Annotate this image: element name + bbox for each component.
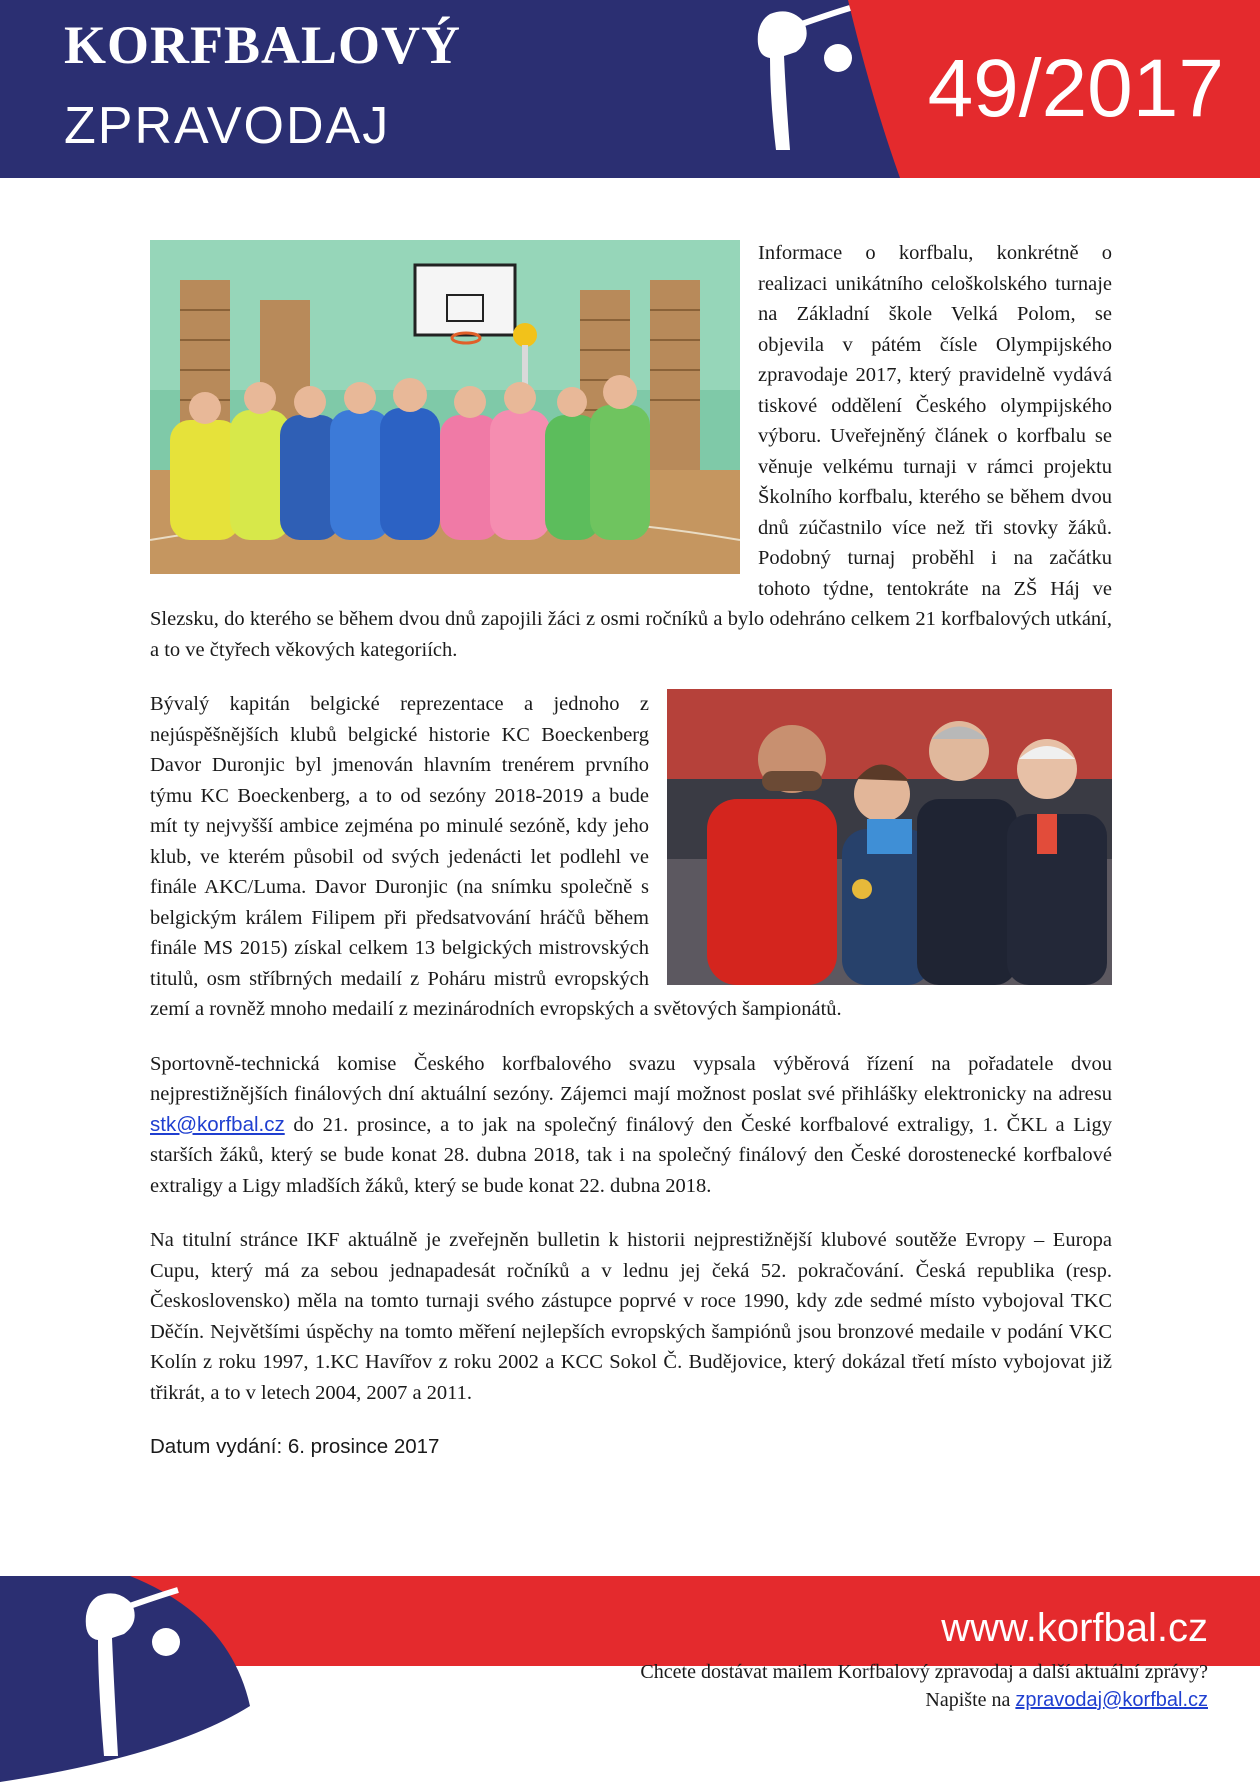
article-school-korfball-text: Informace o korfbalu, konkrétně o realizaci unikátního celoškolského turnaje na Základní škole Velká Polom, se objevila v pátém čísle Olympijského zpravodaje 2017, který pravidelně vydává tiskové oddělení Českého olympijského výboru. Uveřejněný článek o korfbalu se věnuje velkému turnaji v rámci projektu Školního korfbalu, kterého se během dvou dnů zúčastnilo více než tři stovky žáků. Podobný turnaj proběhl i na začátku tohoto týdne, tentokráte na ZŠ Háj ve Slezsku, do kterého se během dvou dnů zapojili žáci z osmi ročníků a bylo odehráno celkem 21 korfbalových utkání, a to ve čtyřech věkových kategoriích. xyxy=(150,242,1112,661)
article-stk-text-after: do 21. prosince, a to jak na společný finálový den České korfbalové extraligy, 1. ČKL a Ligy starších žáků, který se bude konat 28. dubna 2018, tak i na společný finálový den České dorostenecké korfbalové extraligy a Ligy mladších žáků, který se bude konat 22. dubna 2018. xyxy=(150,1113,1112,1197)
article-duronjic xyxy=(150,689,1112,1025)
issue-number: 49/2017 xyxy=(927,43,1224,134)
newsletter-email-link[interactable]: zpravodaj@korfbal.cz xyxy=(1015,1689,1208,1711)
header-banner xyxy=(0,0,1260,178)
write-to-label: Napište na xyxy=(925,1689,1011,1711)
newsletter-content xyxy=(150,238,1112,1487)
release-date: Datum vydání: 6. prosince 2017 xyxy=(150,1435,440,1458)
subscribe-contact-line xyxy=(488,1686,1208,1714)
newsletter-title-line1: KORFBALOVÝ xyxy=(64,15,462,75)
article-stk-finals xyxy=(150,1049,1112,1202)
article-stk-text-before: Sportovně-technická komise Českého korfbalového svazu vypsala výběrová řízení na pořadatele dvou nejprestižnějších finálových dní aktuální sezóny. Zájemci mají možnost poslat své přihlášky elektronicky na adresu xyxy=(150,1052,1112,1105)
article-europa-cup xyxy=(150,1225,1112,1408)
subscribe-question: Chcete dostávat mailem Korfbalový zpravodaj a další aktuální zprávy? xyxy=(640,1661,1208,1683)
article-europa-cup-text: Na titulní stránce IKF aktuálně je zveřejněn bulletin k historii nejprestižnější klubové soutěže Evropy – Europa Cupu, který má za sebou jednapadesát ročníků a v lednu jej čeká 52. pokračování. Česká republika (resp. Československo) měla na tomto turnaji svého zástupce poprvé v roce 1990, kdy zde sedmé místo vybojoval TKC Děčín. Největšími úspěchy na tomto měření nejlepších evropských šampiónů jsou bronzové medaile v podání VKC Kolín z roku 1997, 1.KC Havířov z roku 2002 a KCC Sokol Č. Budějovice, který dokázal třetí místo vybojovat již třikrát, a to v letech 2004, 2007 a 2011. xyxy=(150,1229,1112,1404)
school-tournament-photo xyxy=(150,240,740,574)
stk-email-link[interactable]: stk@korfbal.cz xyxy=(150,1112,285,1136)
duronjic-king-photo xyxy=(667,689,1112,985)
article-school-korfball xyxy=(150,238,1112,665)
newsletter-title-line2: ZPRAVODAJ xyxy=(64,97,391,155)
subscribe-note xyxy=(488,1658,1208,1714)
korfball-player-logo-icon xyxy=(758,8,852,150)
website-link[interactable]: www.korfbal.cz xyxy=(941,1606,1208,1650)
article-duronjic-text: Bývalý kapitán belgické reprezentace a jednoho z nejúspěšnějších klubů belgické historie KC Boeckenberg Davor Duronjic byl jmenován hlavním trenérem prvního týmu KC Boeckenberg, a to od sezóny 2018-2019 a bude mít ty nejvyšší ambice zejména po minulé sezóně, kdy jeho klub, ve kterém působil od svých jedenácti let podlehl ve finále AKC/Luma. Davor Duronjic (na snímku společně s belgickým králem Filipem při předsatvování hráčů během finále MS 2015) získal celkem 13 belgických mistrovských titulů, osm stříbrných medailí z Poháru mistrů evropských zemí a rovněž mnoho medailí z mezinárodních evropských a světových šampionátů. xyxy=(150,693,842,1020)
